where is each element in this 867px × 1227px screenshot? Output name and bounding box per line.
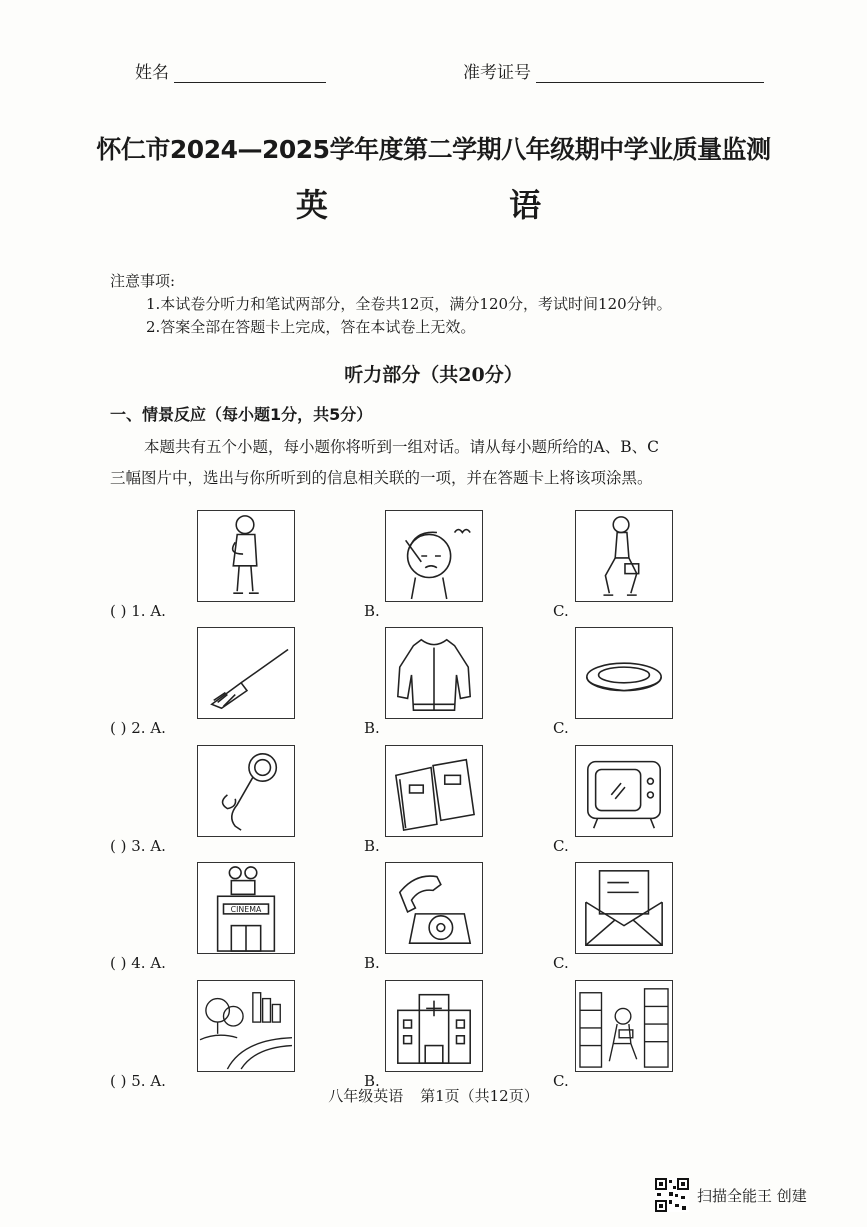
notice-block [110,270,672,339]
question-label: ( ) 1. A. [110,602,166,620]
notice-heading: 注意事项: [110,272,176,290]
instructions [110,432,810,494]
option-label: C. [553,837,569,855]
scanner-watermark-text: 扫描全能王 创建 [697,1186,807,1205]
option-label: B. [364,719,380,737]
option-label: B. [364,954,380,972]
name-blank [174,64,326,83]
books-icon[interactable] [385,745,483,837]
question-label: ( ) 2. A. [110,719,166,737]
question-label: ( ) 4. A. [110,954,166,972]
question-row-3 [0,745,867,855]
section-title: 听力部分（共20分） [344,364,523,386]
question-row-5 [0,980,867,1090]
option-label: C. [553,719,569,737]
name-label: 姓名 [135,63,169,83]
jacket-icon[interactable] [385,627,483,719]
question-row-4 [0,862,867,972]
exam-id-blank [536,64,764,83]
headache-icon[interactable] [385,510,483,602]
question-row-2 [0,627,867,737]
cinema-sign: CINEMA [230,904,262,914]
option-label: B. [364,1072,380,1090]
part-heading: 一、情景反应（每小题1分，共5分） [110,405,373,424]
instructions-line: 三幅图片中，选出与你所听到的信息相关联的一项，并在答题卡上将该项涂黑。 [110,469,653,487]
hurt-leg-icon[interactable] [575,510,673,602]
option-label: B. [364,837,380,855]
exam-title: 怀仁市2024—2025学年度第二学期八年级期中学业质量监测 [96,135,771,164]
exam-id-label: 准考证号 [463,63,531,83]
hospital-icon[interactable] [385,980,483,1072]
stomachache-icon[interactable] [197,510,295,602]
page-footer: 八年级英语 第1页（共12页） [328,1087,539,1105]
subject-title: 英 语 [295,186,602,224]
question-row-1 [0,510,867,620]
option-label: B. [364,602,380,620]
instructions-line: 本题共有五个小题，每小题你将听到一组对话。请从每小题所给的A、B、C [144,438,659,456]
scanner-watermark [655,1178,807,1212]
name-field [135,58,326,83]
question-label: ( ) 3. A. [110,837,166,855]
notice-item: 1.本试卷分听力和笔试两部分，全卷共12页，满分120分，考试时间120分钟。 [146,295,672,313]
option-label: C. [553,602,569,620]
telephone-icon[interactable] [385,862,483,954]
exam-id-field [463,58,764,83]
broom-icon[interactable] [197,627,295,719]
tv-icon[interactable] [575,745,673,837]
library-icon[interactable] [575,980,673,1072]
qr-code-icon [655,1178,689,1212]
question-label: ( ) 5. A. [110,1072,166,1090]
shower-icon[interactable] [197,745,295,837]
option-label: C. [553,954,569,972]
notice-item: 2.答案全部在答题卡上完成，答在本试卷上无效。 [146,318,476,336]
plate-icon[interactable] [575,627,673,719]
letter-icon[interactable] [575,862,673,954]
cinema-icon[interactable] [197,862,295,954]
option-label: C. [553,1072,569,1090]
park-icon[interactable] [197,980,295,1072]
